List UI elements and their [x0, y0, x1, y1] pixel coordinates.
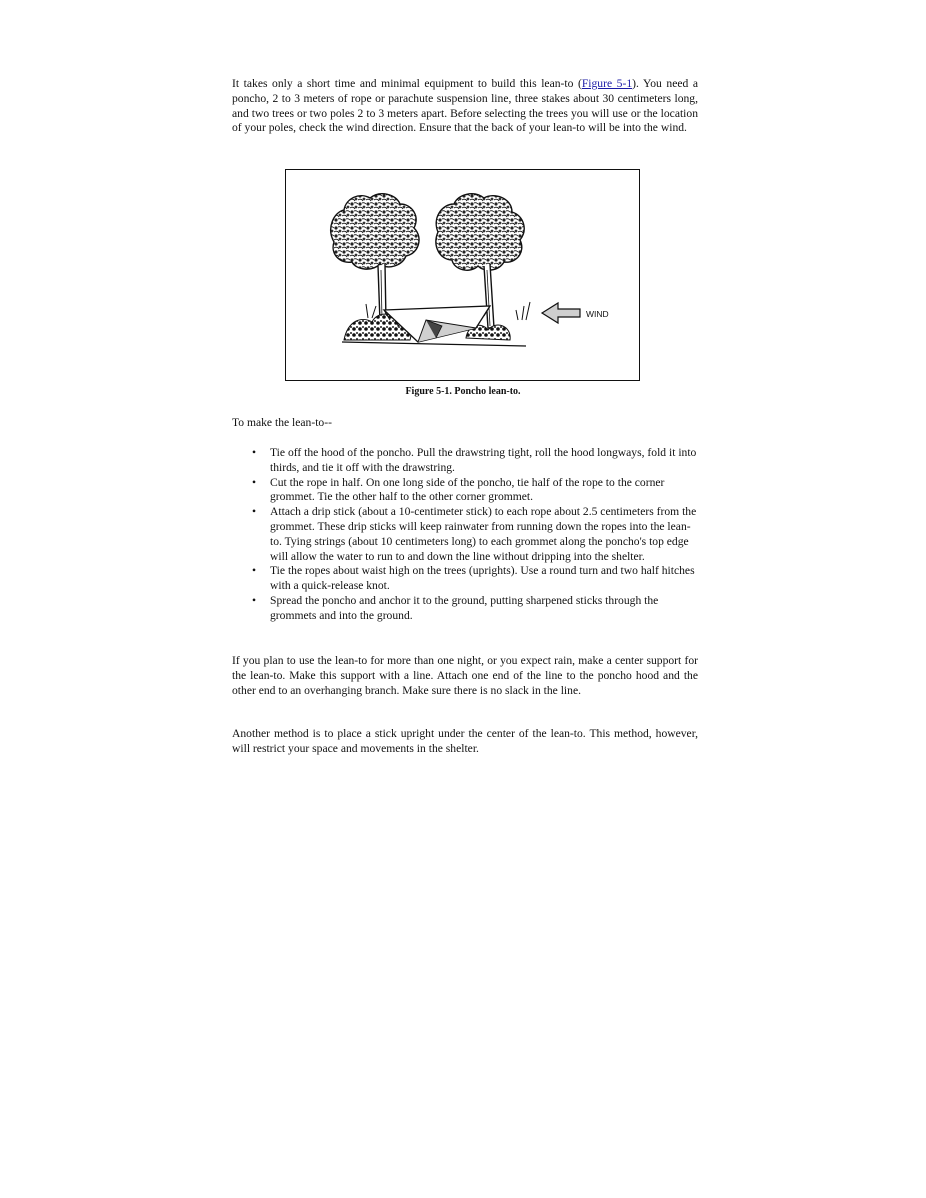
list-item [252, 564, 698, 594]
wind-arrow-icon [542, 303, 580, 323]
steps-list [252, 446, 698, 624]
poncho-lean-to-illustration [286, 170, 639, 380]
steps-intro: To make the lean-to-- [232, 416, 332, 429]
step-text: Cut the rope in half. On one long side of the poncho, tie half of the rope to the corner grommet. Tie the other half to the other corner grommet. [270, 475, 665, 504]
intro-paragraph [232, 77, 698, 136]
ground-line [342, 342, 526, 346]
other-method-paragraph: Another method is to place a stick upright under the center of the lean-to. This method, however, will restrict your space and movements in the shelter. [232, 727, 698, 755]
step-text: Tie off the hood of the poncho. Pull the drawstring tight, roll the hood longways, fold it into thirds, and tie it off with the drawstring. [270, 446, 697, 474]
list-item [252, 594, 698, 624]
figure-caption: Figure 5-1. Poncho lean-to. [405, 386, 521, 397]
list-item [252, 446, 698, 476]
figure-frame [285, 169, 640, 381]
center-support-paragraph: If you plan to use the lean-to for more than one night, or you expect rain, make a center support for the lean-to. Make this support with a line. Attach one end of the line to the poncho hood and the other end to an overhanging branch. Make sure there is no slack in the line. [232, 654, 698, 697]
figure-5-1-link[interactable]: Figure 5-1 [581, 77, 633, 90]
wind-label: WIND [586, 309, 609, 319]
left-tree-icon [331, 194, 419, 322]
intro-text-before-link: It takes only a short time and minimal equipment to build this lean-to ( [232, 77, 582, 90]
step-text: Tie the ropes about waist high on the trees (uprights). Use a round turn and two half hitches with a quick-release knot. [270, 564, 695, 593]
figure-5-1 [285, 169, 641, 382]
bullet-icon: • [252, 446, 257, 459]
bullet-icon: • [252, 593, 257, 607]
step-text: Spread the poncho and anchor it to the ground, putting sharpened sticks through the grommets and into the ground. [270, 593, 659, 622]
list-item [252, 476, 698, 506]
bullet-icon: • [252, 564, 257, 578]
intro-paragraph-block [232, 77, 698, 136]
step-text: Attach a drip stick (about a 10-centimeter stick) to each rope about 2.5 centimeters from the grommet. These drip sticks will keep rainwater from running down the ropes into the lean-to. Tying strings (about 10 centimeters long) to each grommet along the poncho's top edge will allow the water to run to and down the line without dripping into the shelter. [270, 505, 697, 563]
intro-text-after-link: ). You need a poncho, 2 to 3 meters of rope or parachute suspension line, three stakes about 30 centimeters long, and two trees or two poles 2 to 3 meters apart. Before selecting the trees you will use or the location of your poles, check the wind direction. Ensure that the back of your lean-to will be into the wind. [232, 77, 698, 135]
bullet-icon: • [252, 475, 257, 489]
bullet-icon: • [252, 505, 257, 519]
list-item [252, 505, 698, 564]
